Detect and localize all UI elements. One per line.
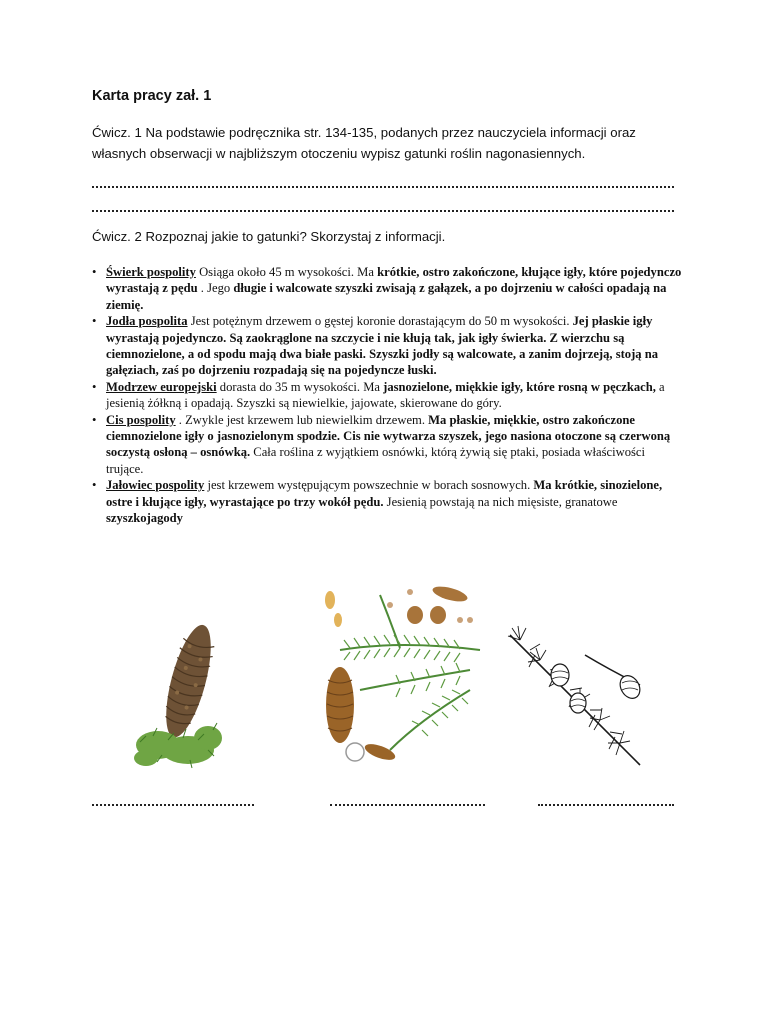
species-description: . Jego xyxy=(197,281,234,296)
species-key-features: Ma krótkie, sinozielone, ostre i kłujące igły, wyrastające po trzy wokół pędu. xyxy=(106,478,663,509)
answer-line-2[interactable] xyxy=(92,196,674,212)
bullet-icon: • xyxy=(92,478,97,493)
species-item xyxy=(92,379,682,412)
bullet-icon: • xyxy=(92,412,97,427)
species-description: Cała roślina z wyjątkiem osnówki, którą żywią się ptaki, posiada właściwości trujące. xyxy=(106,445,646,476)
species-key-features: szyszkojagody xyxy=(106,511,183,526)
answer-line-1[interactable] xyxy=(92,172,674,188)
species-name: Świerk pospolity xyxy=(106,265,196,279)
spruce-cone-image xyxy=(128,610,228,770)
species-description: a jesienią żółkną i opadają. Szyszki są niewielkie, jajowate, skierowane do góry. xyxy=(106,379,665,411)
bullet-icon: • xyxy=(92,314,97,329)
species-name: Modrzew europejski xyxy=(106,379,217,394)
species-key-features: długie i walcowate szyszki zwisają z gałązek, a po dojrzeniu w całości opadają na ziemię. xyxy=(106,281,667,312)
species-description: Jesienią powstają na nich mięsiste, granatowe xyxy=(383,494,618,509)
species-description: Jest potężnym drzewem o gęstej koronie dorastającym do 50 m wysokości. xyxy=(187,314,573,329)
species-key-features: krótkie, ostro zakończone, kłujące igły, które pojedynczo wyrastają z pędu xyxy=(106,265,682,296)
larch-branch-image xyxy=(500,615,650,780)
fir-branch-image xyxy=(320,580,485,770)
exercise-1-instructions: Ćwicz. 1 Na podstawie podręcznika str. 134-135, podanych przez nauczyciela informacji oraz własnych obserwacji w najbliższym otoczeniu wypisz gatunki roślin nagonasiennych. xyxy=(92,125,636,161)
species-item xyxy=(92,477,682,526)
species-key-features: jasnozielone, miękkie igły, które rosną w pęczkach, xyxy=(383,379,656,394)
species-name: Cis pospolity xyxy=(106,412,176,427)
species-name: Jałowiec pospolity xyxy=(106,478,205,493)
species-description: jest krzewem występującym powszechnie w borach sosnowych. xyxy=(204,478,534,493)
answer-blank-2[interactable] xyxy=(330,794,485,806)
species-key-features: Jej płaskie igły wyrastają pojedynczo. Są zaokrąglone na szczycie i nie kłują tak, jak igły świerka. Z wierzchu są ciemnozielone, a od spodu mają dwa białe paski. Szyszki jodły są walcowate, a zanim dojrzeją, stoją na gałęziach, zaś po dojrzeniu rozpadają się na pojedyncze łuski. xyxy=(106,314,659,378)
species-list xyxy=(92,264,682,527)
answer-blank-1[interactable] xyxy=(92,794,254,806)
species-description: Osiąga około 45 m wysokości. Ma xyxy=(195,265,378,279)
species-name: Jodła pospolita xyxy=(106,314,188,329)
bullet-icon: • xyxy=(92,379,97,394)
exercise-2-instructions: Ćwicz. 2 Rozpoznaj jakie to gatunki? Skorzystaj z informacji. xyxy=(92,229,446,244)
bullet-icon: • xyxy=(92,265,97,279)
species-item xyxy=(92,412,682,478)
species-item xyxy=(92,313,682,379)
species-item xyxy=(92,264,682,313)
species-description: dorasta do 35 m wysokości. Ma xyxy=(216,379,384,394)
species-images xyxy=(0,580,768,780)
worksheet-title: Karta pracy zał. 1 xyxy=(92,88,212,104)
species-description: . Zwykle jest krzewem lub niewielkim drzewem. xyxy=(175,412,429,427)
answer-blank-3[interactable] xyxy=(538,794,674,806)
species-key-features: Ma płaskie, miękkie, ostro zakończone ciemnozielone igły o jasnozielonym spodzie. Cis nie wytwarza szyszek, jego nasiona otoczone są czerwoną soczystą osłoną – osnówką. xyxy=(106,412,671,460)
